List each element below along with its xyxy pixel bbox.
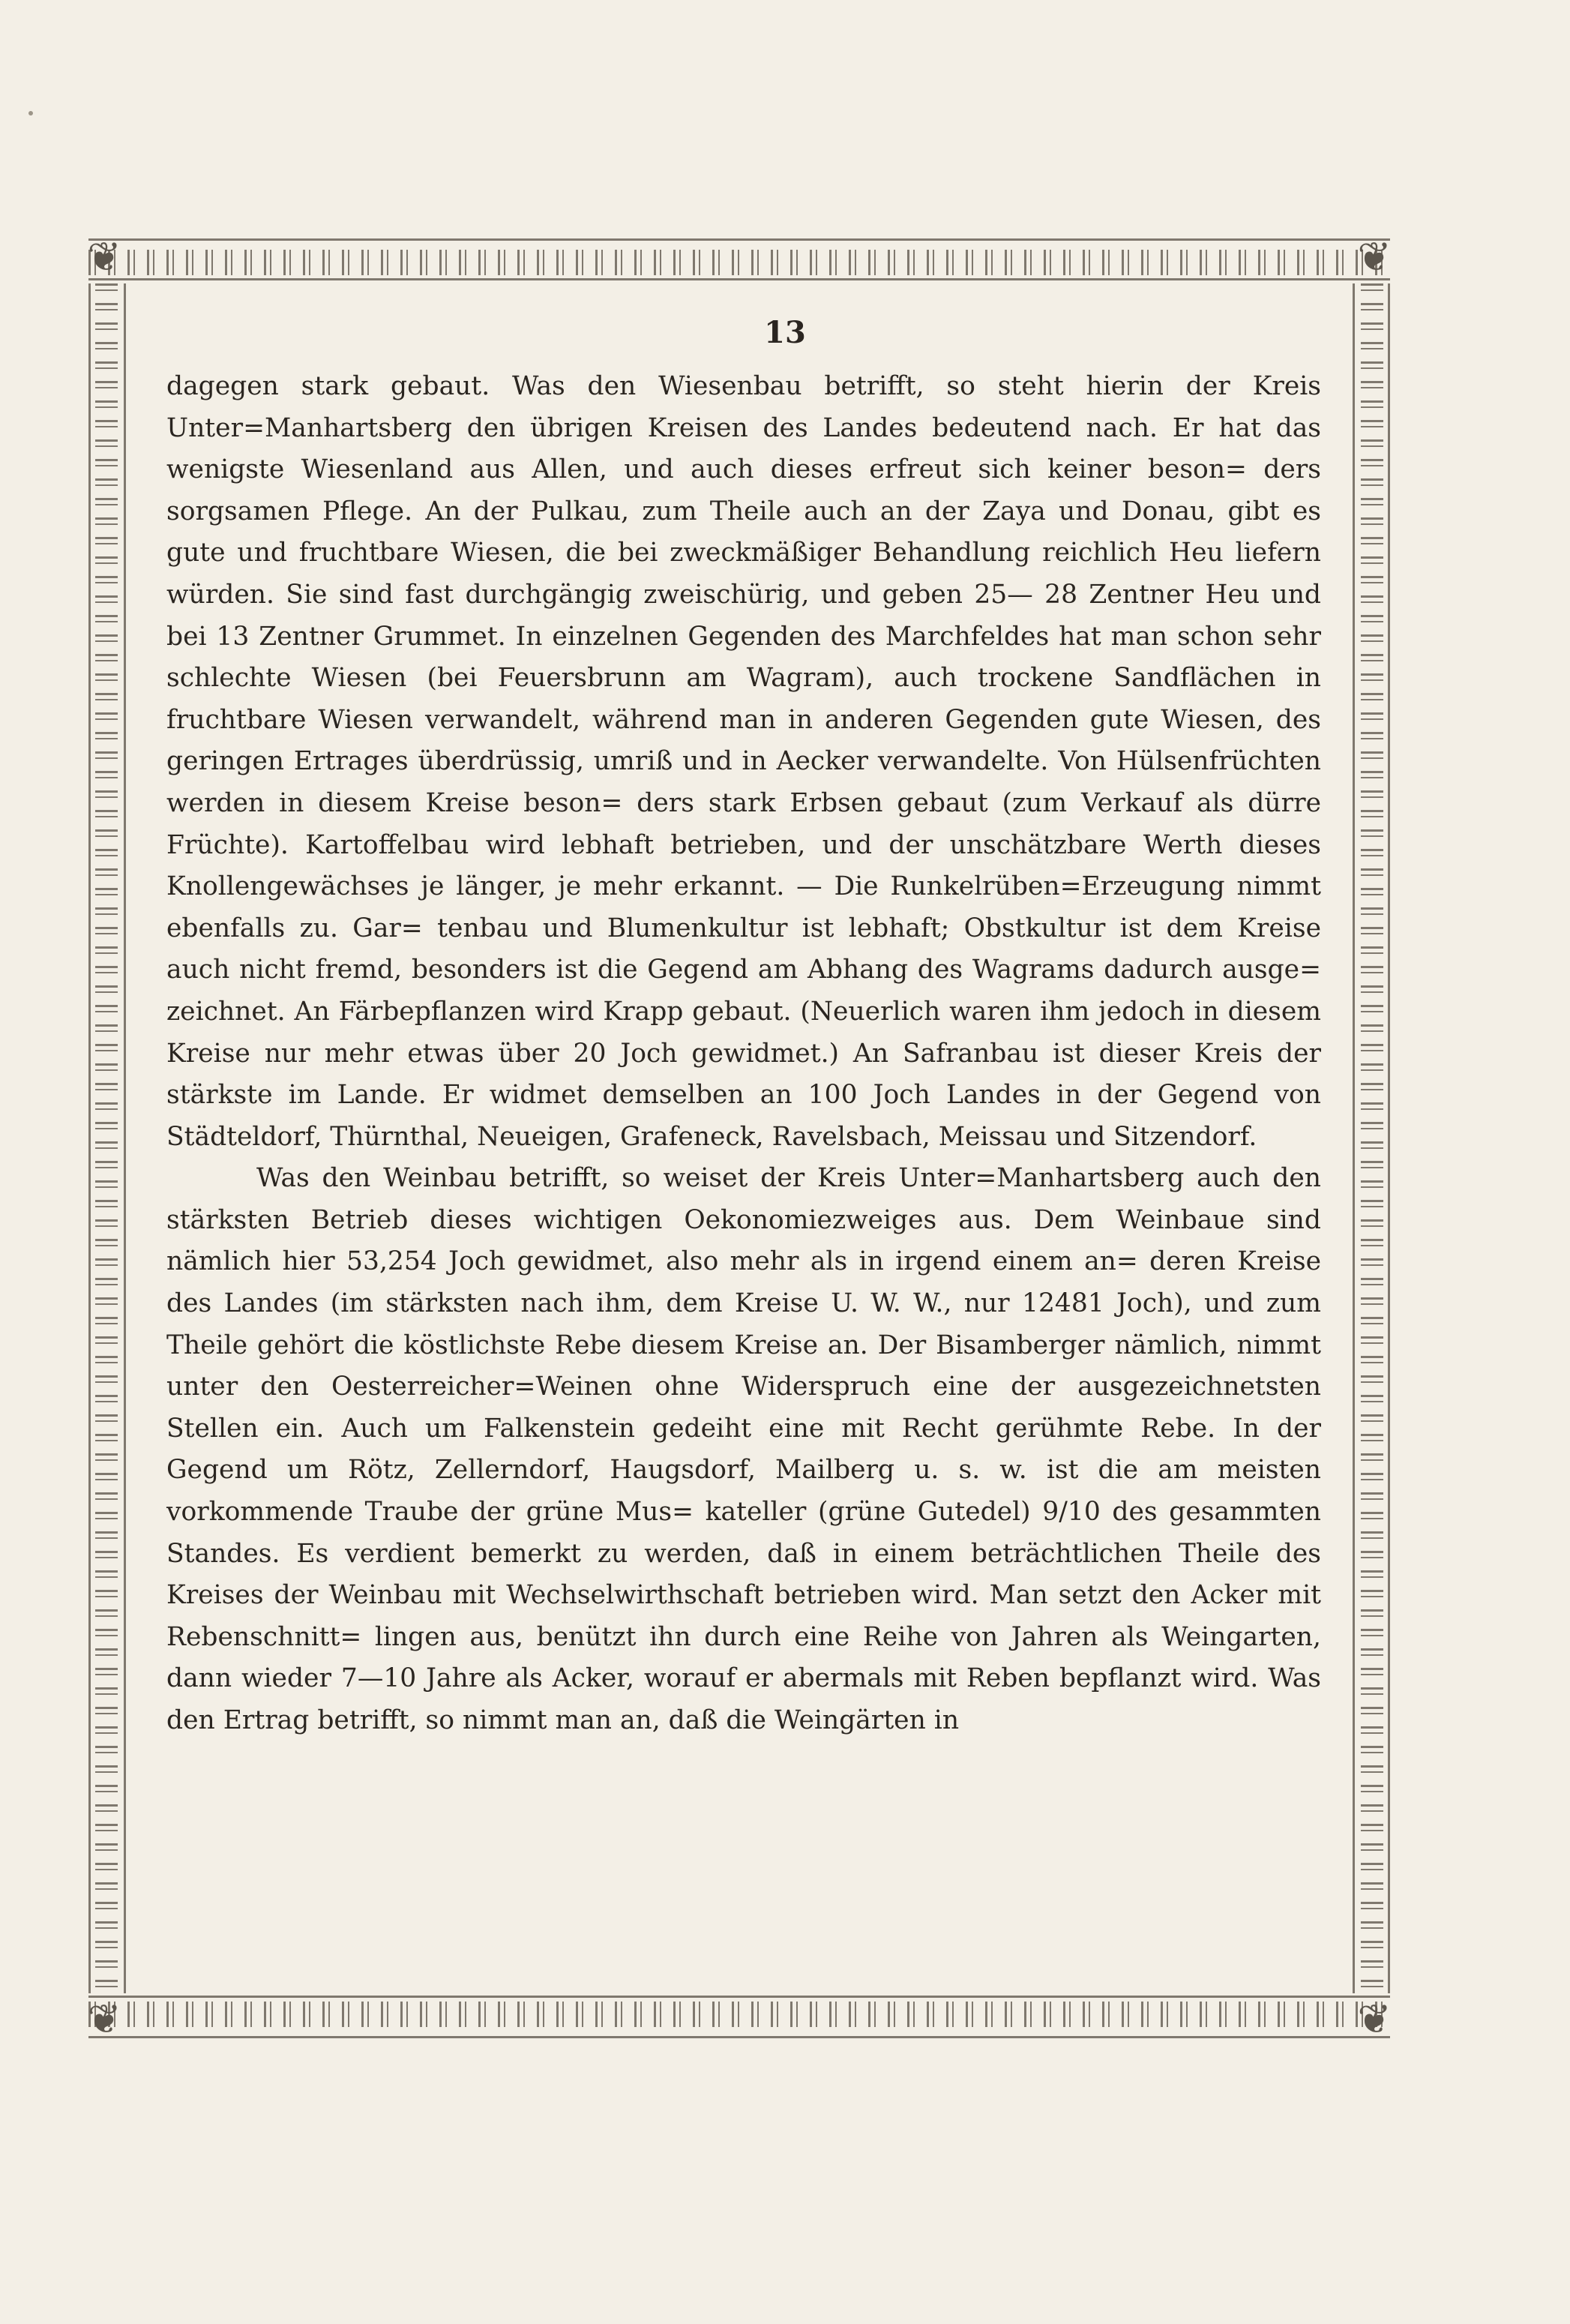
body-text <box>166 366 1321 1742</box>
border-left <box>88 283 126 1993</box>
border-top <box>88 238 1390 286</box>
border-bottom <box>88 1991 1390 2038</box>
paragraph-meadow-cultivation: dagegen stark gebaut. Was den Wiesenbau betrifft, so steht hierin der Kreis Unter=Manhartsberg den übrigen Kreisen des Landes bedeutend nach. Er hat das wenigste Wiesenland aus Allen, und auch dieses erfreut sich keiner beson= ders sorgsamen Pflege. An der Pulkau, zum Theile auch an der Zaya und Donau, gibt es gute und fruchtbare Wiesen, die bei zweckmäßiger Behandlung reichlich Heu liefern würden. Sie sind fast durchgängig zweischürig, und geben 25— 28 Zentner Heu und bei 13 Zentner Grummet. In einzelnen Gegenden des Marchfeldes hat man schon sehr schlechte Wiesen (bei Feuersbrunn am Wagram), auch trockene Sandflächen in fruchtbare Wiesen verwandelt, während man in anderen Gegenden gute Wiesen, des geringen Ertrages überdrüssig, umriß und in Aecker verwandelte. Von Hülsenfrüchten werden in diesem Kreise beson= ders stark Erbsen gebaut (zum Verkauf als dürre Früchte). Kartoffelbau wird lebhaft betrieben, und der unschätzbare Werth dieses Knollengewächses je länger, je mehr erkannt. — Die Runkelrüben=Erzeugung nimmt ebenfalls zu. Gar= tenbau und Blumenkultur ist lebhaft; Obstkultur ist dem Kreise auch nicht fremd, besonders ist die Gegend am Abhang des Wagrams dadurch ausge= zeichnet. An Färbepflanzen wird Krapp gebaut. (Neuerlich waren ihm jedoch in diesem Kreise nur mehr etwas über 20 Joch gewidmet.) An Safranbau ist dieser Kreis der stärkste im Lande. Er widmet demselben an 100 Joch Landes in der Gegend von Städteldorf, Thürnthal, Neueigen, Grafeneck, Ravelsbach, Meissau und Sitzendorf. <box>166 371 1321 1152</box>
fleuron-corner-icon: ❦ <box>1357 233 1392 280</box>
paragraph-viticulture: Was den Weinbau betrifft, so weiset der Kreis Unter=Manhartsberg auch den stärksten Betrieb dieses wichtigen Oekonomiezweiges aus. Dem Weinbaue sind nämlich hier 53,254 Joch gewidmet, also mehr als in irgend einem an= deren Kreise des Landes (im stärksten nach ihm, dem Kreise U. W. W., nur 12481 Joch), und zum Theile gehört die köstlichste Rebe diesem Kreise an. Der Bisamberger nämlich, nimmt unter den Oesterreicher=Weinen ohne Widerspruch eine der ausgezeichnetsten Stellen ein. Auch um Falkenstein gedeiht eine mit Recht gerühmte Rebe. In der Gegend um Rötz, Zellerndorf, Haugsdorf, Mailberg u. s. w. ist die am meisten vorkommende Traube der grüne Mus= kateller (grüne Gutedel) 9/10 des gesammten Standes. Es verdient bemerkt zu werden, daß in einem beträchtlichen Theile des Kreises der Weinbau mit Wechselwirthschaft betrieben wird. Man setzt den Acker mit Rebenschnitt= lingen aus, benützt ihn durch eine Reihe von Jahren als Weingarten, dann wieder 7—10 Jahre als Acker, worauf er abermals mit Reben bepflanzt wird. Was den Ertrag betrifft, so nimmt man an, daß die Weingärten in <box>166 1163 1321 1735</box>
border-right <box>1353 283 1390 1993</box>
page-number: 13 <box>764 315 806 350</box>
paper-speck <box>28 111 33 115</box>
fleuron-corner-icon: ❦ <box>87 233 121 280</box>
fleuron-corner-icon: ❦ <box>1357 1996 1392 2043</box>
fleuron-corner-icon: ❦ <box>87 1996 121 2043</box>
